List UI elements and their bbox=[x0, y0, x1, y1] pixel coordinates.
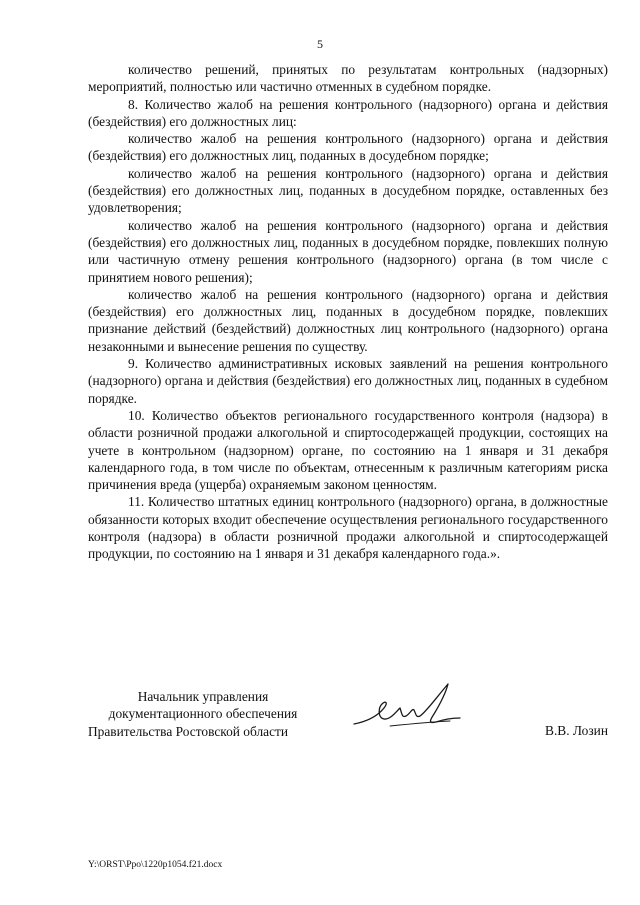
document-body bbox=[88, 61, 608, 563]
signatory-title-line-2: документационного обеспечения bbox=[108, 706, 298, 722]
signatory-title bbox=[88, 688, 318, 740]
paragraph-complaints-cancellation: количество жалоб на решения контрольного (надзорного) органа и действия (бездействия) его должностных лиц, поданных в досудебном порядке, повлекших полную или частичную отмену решения контрольного (надзорного) органа (в том числе с принятием нового решения); bbox=[88, 217, 608, 285]
page-number: 5 bbox=[317, 37, 323, 51]
paragraph-complaints-pretrial: количество жалоб на решения контрольного (надзорного) органа и действия (бездействия) его должностных лиц, поданных в досудебном порядке; bbox=[88, 131, 608, 164]
handwritten-signature bbox=[350, 678, 470, 738]
paragraph-item-11: 11. Количество штатных единиц контрольного (надзорного) органа, в должностные обязанности которых входит обеспечение осуществления регионального государственного контроля (надзора) в области розничной продажи алкогольной и спиртосодержащей продукции, по состоянию на 1 января и 31 декабря календарного года.». bbox=[88, 494, 608, 562]
paragraph-complaints-rejected: количество жалоб на решения контрольного (надзорного) органа и действия (бездействия) его должностных лиц, поданных в досудебном порядке, оставленных без удовлетворения; bbox=[88, 165, 608, 216]
signature-block bbox=[88, 688, 608, 748]
paragraph-court-cancelled-decisions: количество решений, принятых по результатам контрольных (надзорных) мероприятий, полностью или частично отменных в судебном порядке. bbox=[88, 62, 608, 95]
signatory-name: В.В. Лозин bbox=[545, 723, 608, 738]
paragraph-item-8: 8. Количество жалоб на решения контрольного (надзорного) органа и действия (бездействия) его должностных лиц: bbox=[88, 96, 608, 129]
paragraph-item-10: 10. Количество объектов регионального государственного контроля (надзора) в области розничной продажи алкогольной и спиртосодержащей продукции, состоящих на учете в контрольном (надзорном) органе, по состоянию на 1 января и 31 декабря календарного года, в том числе по объектам, отнесенным к различным категориям риска причинения вреда (ущерба) охраняемым законом ценностям. bbox=[88, 407, 608, 493]
paragraph-item-9: 9. Количество административных исковых заявлений на решения контрольного (надзорного) органа и действия (бездействия) его должностных лиц, поданных в судебном порядке. bbox=[88, 356, 608, 406]
file-path: Y:\ORST\Ppo\1220p1054.f21.docx bbox=[88, 860, 223, 870]
signatory-title-line-1: Начальник управления bbox=[137, 689, 269, 704]
paragraph-complaints-unlawful: количество жалоб на решения контрольного (надзорного) органа и действия (бездействия) его должностных лиц, поданных в досудебном порядке, повлекших признание действий (бездействий) должностных лиц контрольного (надзорного) органа незаконными и вынесение решения по существу. bbox=[88, 286, 608, 354]
signatory-title-line-3: Правительства Ростовской области bbox=[88, 723, 289, 739]
